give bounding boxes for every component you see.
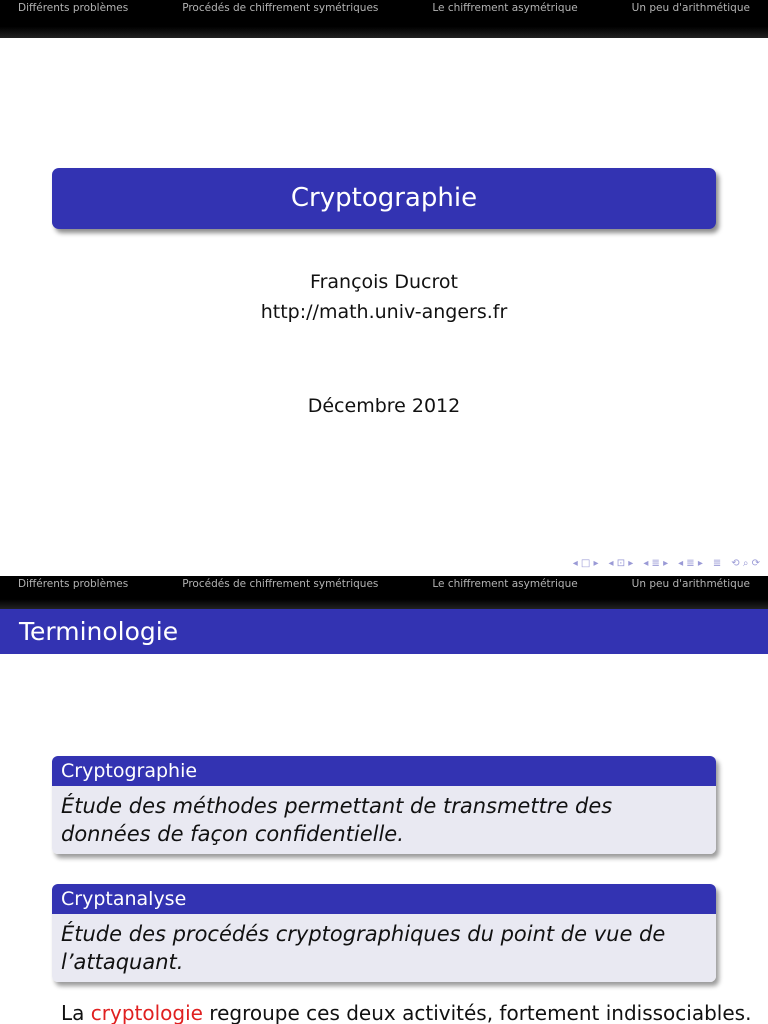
presentation-title: Cryptographie	[52, 168, 716, 229]
block-title: Cryptanalyse	[52, 884, 716, 914]
nav-section-symetriques[interactable]: Procédés de chiffrement symétriques	[182, 578, 379, 590]
definition-block-cryptographie	[52, 756, 716, 854]
cryptologie-sentence	[61, 1001, 751, 1024]
search-back-forward-icon[interactable]: ⟲ ⌕ ⟳	[731, 558, 760, 569]
block-body: Étude des méthodes permettant de transmettre des données de façon confidentielle.	[52, 786, 716, 854]
definition-block-cryptanalyse	[52, 884, 716, 982]
nav-section-arithmetique[interactable]: Un peu d'arithmétique	[631, 578, 750, 590]
presentation-nav-icon[interactable]: ◂ ≣ ▸	[678, 558, 703, 569]
nav-section-asymetrique[interactable]: Le chiffrement asymétrique	[432, 2, 578, 14]
frame-title: Terminologie	[0, 609, 768, 654]
terminology-slide	[0, 576, 768, 1024]
author-url: http://math.univ-angers.fr	[260, 301, 508, 323]
section-navbar	[0, 0, 768, 38]
highlighted-term: cryptologie	[90, 1001, 203, 1024]
sentence-end: regroupe ces deux activités, fortement indissociables.	[202, 1001, 752, 1024]
nav-section-problemes[interactable]: Différents problèmes	[18, 578, 129, 590]
block-title: Cryptographie	[52, 756, 716, 786]
section-navbar	[0, 576, 768, 609]
section-nav-icon[interactable]: ◂ ≣ ▸	[643, 558, 669, 569]
nav-section-asymetrique[interactable]: Le chiffrement asymétrique	[432, 578, 578, 590]
frame-nav-icon[interactable]: ◂ □ ▸	[572, 558, 599, 569]
author-name: François Ducrot	[310, 271, 458, 293]
beamer-navigation-symbols	[573, 558, 760, 569]
nav-section-symetriques[interactable]: Procédés de chiffrement symétriques	[182, 2, 379, 14]
block-body: Étude des procédés cryptographiques du point de vue de l’attaquant.	[52, 914, 716, 982]
nav-section-arithmetique[interactable]: Un peu d'arithmétique	[631, 2, 750, 14]
appendix-nav-icon[interactable]: ≣	[712, 558, 722, 569]
presentation-date: Décembre 2012	[307, 395, 461, 417]
subsection-nav-icon[interactable]: ◂ ⊡ ▸	[608, 558, 634, 569]
sentence-start: La	[61, 1001, 91, 1024]
nav-section-problemes[interactable]: Différents problèmes	[18, 2, 129, 14]
